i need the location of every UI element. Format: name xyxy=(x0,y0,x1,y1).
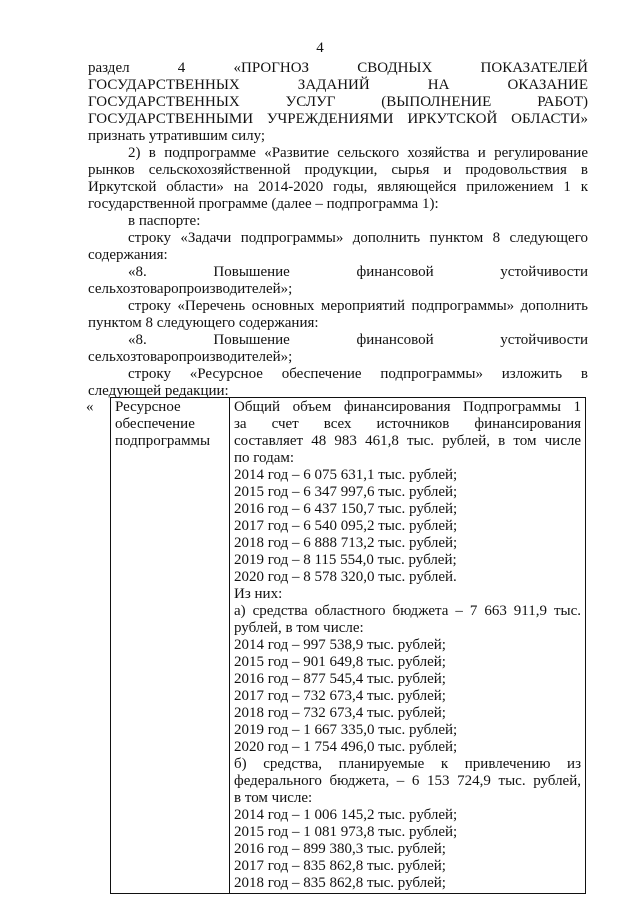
resource-value-line: 2018 год – 6 888 713,2 тыс. рублей; xyxy=(234,535,458,551)
resource-value-line: 2018 год – 732 673,4 тыс. рублей; xyxy=(234,705,446,721)
resource-table-row xyxy=(111,398,586,894)
resource-value-line: 2015 год – 6 347 997,6 тыс. рублей; xyxy=(234,484,458,500)
resource-value-line: а) средства областного бюджета – 7 663 911,9 тыс. xyxy=(234,603,581,619)
resource-value-line: 2017 год – 6 540 095,2 тыс. рублей; xyxy=(234,518,458,534)
resource-table xyxy=(110,397,586,894)
resource-value-cell xyxy=(230,398,586,894)
item2-line1: 2) в подпрограмме «Развитие сельского хозяйства и регулирование xyxy=(128,145,588,161)
resource-value-line: 2017 год – 732 673,4 тыс. рублей; xyxy=(234,688,446,704)
opening-quote: « xyxy=(86,399,94,415)
resource-value-line: 2019 год – 1 667 335,0 тыс. рублей; xyxy=(234,722,458,738)
point8a-line1: «8. Повышение финансовой устойчивости xyxy=(128,264,588,280)
resource-value-line: 2015 год – 901 649,8 тыс. рублей; xyxy=(234,654,446,670)
tasks-line2: содержания: xyxy=(88,247,168,263)
section4-line5: признать утратившим силу; xyxy=(88,128,266,144)
resource-value-line: по годам: xyxy=(234,450,295,466)
resource-value-line: 2020 год – 8 578 320,0 тыс. рублей. xyxy=(234,569,457,585)
section4-line2: ГОСУДАРСТВЕННЫХ ЗАДАНИЙ НА ОКАЗАНИЕ xyxy=(88,77,588,93)
item2-line4: государственной программе (далее – подпрограмма 1): xyxy=(88,196,439,212)
resource-value-line: в том числе: xyxy=(234,790,313,806)
resource-label-line: обеспечение xyxy=(115,416,195,432)
resource-value-line: 2014 год – 1 006 145,2 тыс. рублей; xyxy=(234,807,458,823)
point8a-line2: сельхозтоваропроизводителей»; xyxy=(88,281,293,297)
tasks-line1: строку «Задачи подпрограммы» дополнить пунктом 8 следующего xyxy=(128,230,588,246)
body-text xyxy=(88,60,588,400)
events-line2: пунктом 8 следующего содержания: xyxy=(88,315,319,331)
point8b-line1: «8. Повышение финансовой устойчивости xyxy=(128,332,588,348)
resource-value-line: рублей, в том числе: xyxy=(234,620,364,636)
resource-value-line: 2020 год – 1 754 496,0 тыс. рублей; xyxy=(234,739,458,755)
section4-line3: ГОСУДАРСТВЕННЫХ УСЛУГ (ВЫПОЛНЕНИЕ РАБОТ) xyxy=(88,94,588,110)
resource-value-line: составляет 48 983 461,8 тыс. рублей, в том числе xyxy=(234,433,581,449)
resource-value-line: 2016 год – 877 545,4 тыс. рублей; xyxy=(234,671,446,687)
resource-value-line: 2016 год – 899 380,3 тыс. рублей; xyxy=(234,841,446,857)
resource-value-line: 2015 год – 1 081 973,8 тыс. рублей; xyxy=(234,824,458,840)
resource-value-line: Из них: xyxy=(234,586,283,602)
resource-value-line: федерального бюджета, – 6 153 724,9 тыс. рублей, xyxy=(234,773,581,789)
resource-value-line: 2018 год – 835 862,8 тыс. рублей; xyxy=(234,875,446,891)
events-line1: строку «Перечень основных мероприятий подпрограммы» дополнить xyxy=(128,298,588,314)
resource-line2: следующей редакции: xyxy=(88,383,229,399)
resource-value-line: за счет всех источников финансирования xyxy=(234,416,581,432)
in-passport: в паспорте: xyxy=(128,213,201,229)
resource-value-line: 2014 год – 6 075 631,1 тыс. рублей; xyxy=(234,467,458,483)
resource-value-line: Общий объем финансирования Подпрограммы 1 xyxy=(234,399,581,415)
point8b-line2: сельхозтоваропроизводителей»; xyxy=(88,349,293,365)
resource-value-line: 2017 год – 835 862,8 тыс. рублей; xyxy=(234,858,446,874)
resource-label-line: Ресурсное xyxy=(115,399,181,415)
resource-line1: строку «Ресурсное обеспечение подпрограммы» изложить в xyxy=(128,366,588,382)
resource-value-line: б) средства, планируемые к привлечению из xyxy=(234,756,581,772)
page-number: 4 xyxy=(316,40,324,56)
resource-label-cell xyxy=(111,398,230,894)
section4-line1: раздел 4 «ПРОГНОЗ СВОДНЫХ ПОКАЗАТЕЛЕЙ xyxy=(88,60,588,76)
section4-line4: ГОСУДАРСТВЕННЫМИ УЧРЕЖДЕНИЯМИ ИРКУТСКОЙ ОБЛАСТИ» xyxy=(88,111,588,127)
resource-value-line: 2019 год – 8 115 554,0 тыс. рублей; xyxy=(234,552,457,568)
resource-label-line: подпрограммы xyxy=(115,433,211,449)
resource-value-line: 2014 год – 997 538,9 тыс. рублей; xyxy=(234,637,446,653)
resource-value-line: 2016 год – 6 437 150,7 тыс. рублей; xyxy=(234,501,458,517)
item2-line3: Иркутской области» на 2014-2020 годы, являющейся приложением 1 к xyxy=(88,179,588,195)
item2-line2: рынков сельскохозяйственной продукции, сырья и продовольствия в xyxy=(88,162,588,178)
